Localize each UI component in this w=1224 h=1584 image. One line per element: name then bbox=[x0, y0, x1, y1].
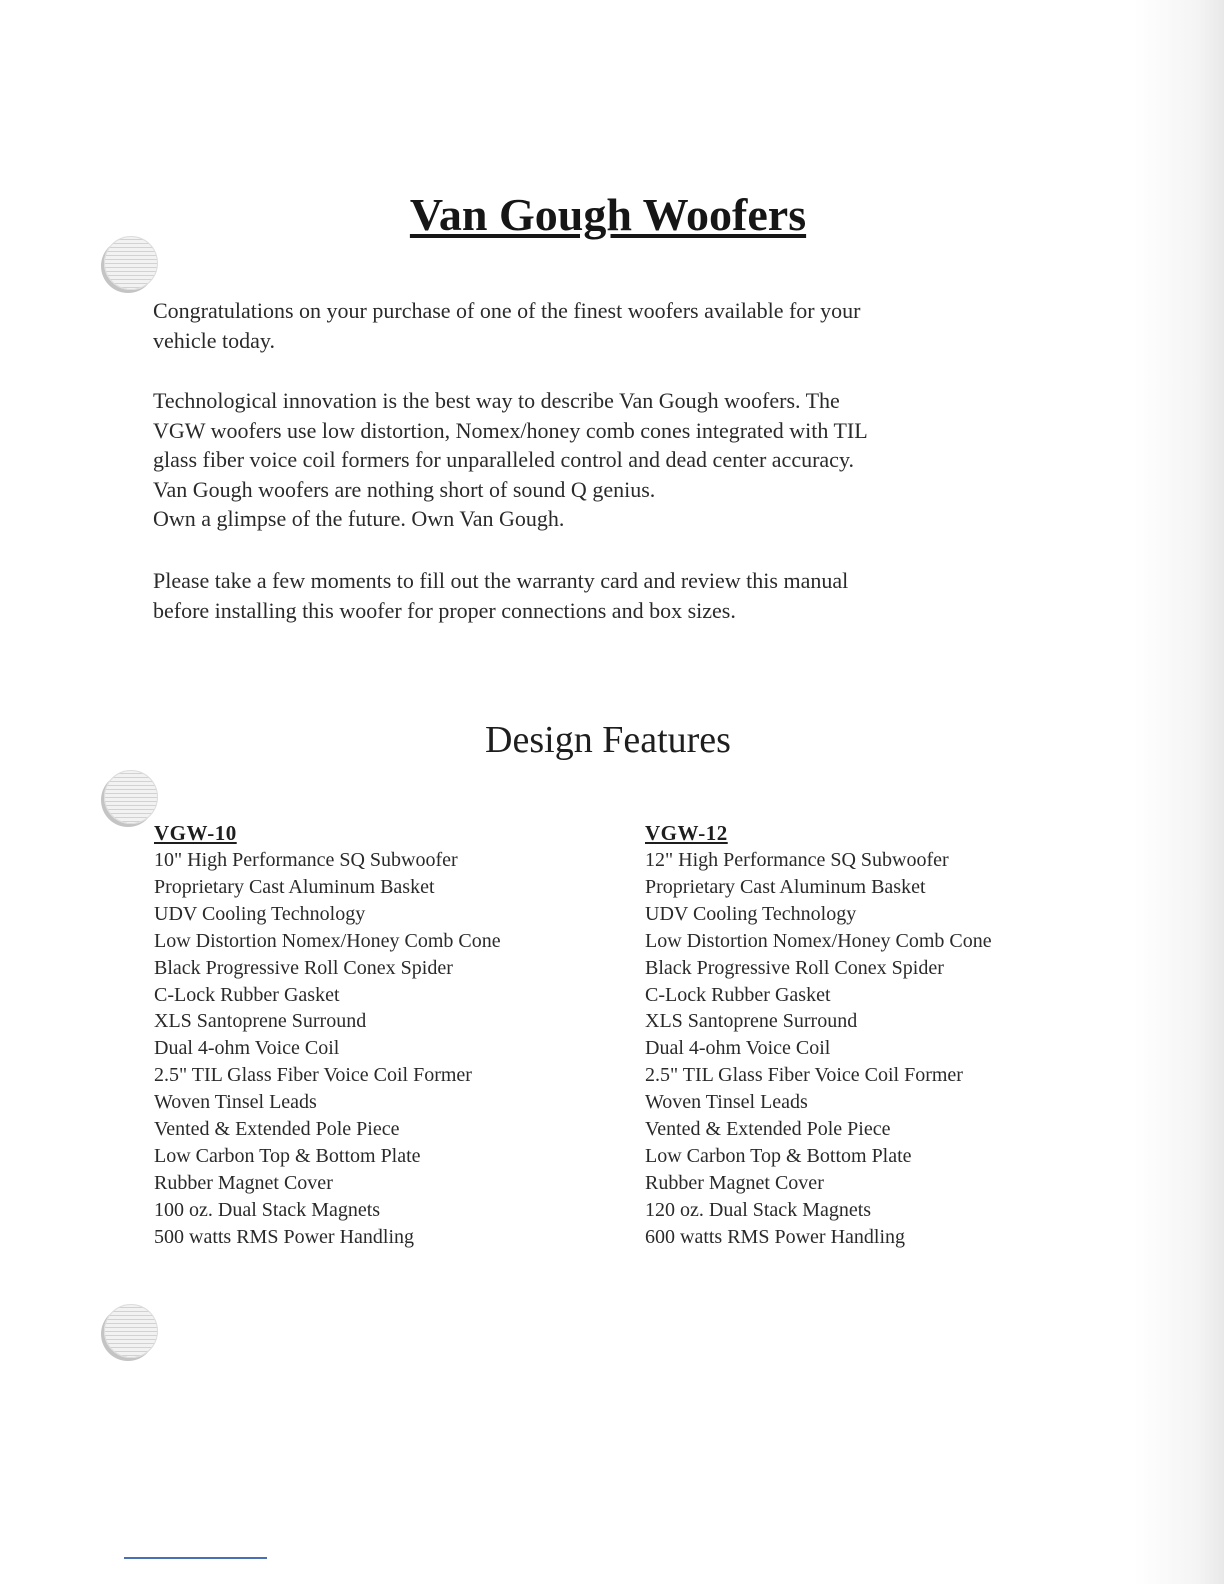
feature-item: 500 watts RMS Power Handling bbox=[154, 1225, 414, 1248]
intro-line: Own a glimpse of the future. Own Van Gough. bbox=[153, 506, 565, 531]
feature-item: Black Progressive Roll Conex Spider bbox=[645, 956, 944, 979]
design-features-heading: Design Features bbox=[485, 719, 731, 761]
feature-item: C-Lock Rubber Gasket bbox=[154, 983, 340, 1006]
feature-item: UDV Cooling Technology bbox=[645, 902, 857, 925]
footer-rule bbox=[124, 1557, 267, 1559]
feature-item: 10" High Performance SQ Subwoofer bbox=[154, 849, 458, 871]
feature-item: 12" High Performance SQ Subwoofer bbox=[645, 849, 949, 871]
feature-item: Low Distortion Nomex/Honey Comb Cone bbox=[154, 929, 501, 952]
feature-list bbox=[154, 847, 614, 1251]
feature-item: 100 oz. Dual Stack Magnets bbox=[154, 1198, 381, 1221]
intro-line: Congratulations on your purchase of one of the finest woofers available for your bbox=[153, 298, 861, 323]
feature-item: C-Lock Rubber Gasket bbox=[645, 983, 831, 1006]
page-title: Van Gough Woofers bbox=[409, 189, 807, 240]
feature-item: Proprietary Cast Aluminum Basket bbox=[154, 875, 435, 898]
feature-item: 600 watts RMS Power Handling bbox=[645, 1225, 905, 1248]
intro-paragraph-warranty bbox=[153, 566, 1053, 625]
feature-item: Vented & Extended Pole Piece bbox=[154, 1118, 400, 1141]
model-column-vgw-12 bbox=[645, 820, 1105, 1251]
model-column-vgw-10 bbox=[154, 820, 614, 1251]
feature-item: Low Carbon Top & Bottom Plate bbox=[645, 1144, 912, 1167]
intro-line: Technological innovation is the best way to describe Van Gough woofers. The bbox=[153, 388, 840, 413]
model-name: VGW-10 bbox=[154, 821, 237, 845]
binder-hole-icon bbox=[104, 236, 158, 290]
feature-item: Rubber Magnet Cover bbox=[645, 1171, 824, 1194]
intro-paragraph-congratulations bbox=[153, 296, 1053, 355]
feature-item: Black Progressive Roll Conex Spider bbox=[154, 956, 453, 979]
feature-item: Woven Tinsel Leads bbox=[645, 1091, 808, 1114]
feature-item: 2.5" TIL Glass Fiber Voice Coil Former bbox=[645, 1064, 963, 1087]
intro-line: vehicle today. bbox=[153, 327, 275, 353]
feature-item: XLS Santoprene Surround bbox=[645, 1010, 858, 1033]
model-name: VGW-12 bbox=[645, 821, 728, 845]
intro-line: glass fiber voice coil formers for unparalleled control and dead center accuracy. bbox=[153, 447, 855, 472]
intro-paragraph-innovation bbox=[153, 386, 1053, 534]
feature-item: 120 oz. Dual Stack Magnets bbox=[645, 1198, 872, 1221]
feature-item: Dual 4-ohm Voice Coil bbox=[154, 1037, 340, 1060]
feature-item: UDV Cooling Technology bbox=[154, 902, 366, 925]
feature-item: XLS Santoprene Surround bbox=[154, 1010, 367, 1033]
feature-item: Low Distortion Nomex/Honey Comb Cone bbox=[645, 929, 992, 952]
feature-item: Rubber Magnet Cover bbox=[154, 1171, 333, 1194]
intro-line: Van Gough woofers are nothing short of sound Q genius. bbox=[153, 476, 656, 502]
binder-hole-icon bbox=[104, 1304, 158, 1358]
feature-item: Low Carbon Top & Bottom Plate bbox=[154, 1144, 421, 1167]
feature-item: Vented & Extended Pole Piece bbox=[645, 1118, 891, 1141]
intro-line: VGW woofers use low distortion, Nomex/honey comb cones integrated with TIL bbox=[153, 417, 868, 443]
binder-hole-icon bbox=[104, 770, 158, 824]
intro-line: before installing this woofer for proper connections and box sizes. bbox=[153, 597, 736, 623]
feature-list bbox=[645, 847, 1105, 1251]
intro-line: Please take a few moments to fill out the warranty card and review this manual bbox=[153, 568, 849, 593]
feature-item: Proprietary Cast Aluminum Basket bbox=[645, 875, 926, 898]
feature-item: 2.5" TIL Glass Fiber Voice Coil Former bbox=[154, 1064, 472, 1087]
feature-item: Dual 4-ohm Voice Coil bbox=[645, 1037, 831, 1060]
feature-item: Woven Tinsel Leads bbox=[154, 1091, 317, 1114]
